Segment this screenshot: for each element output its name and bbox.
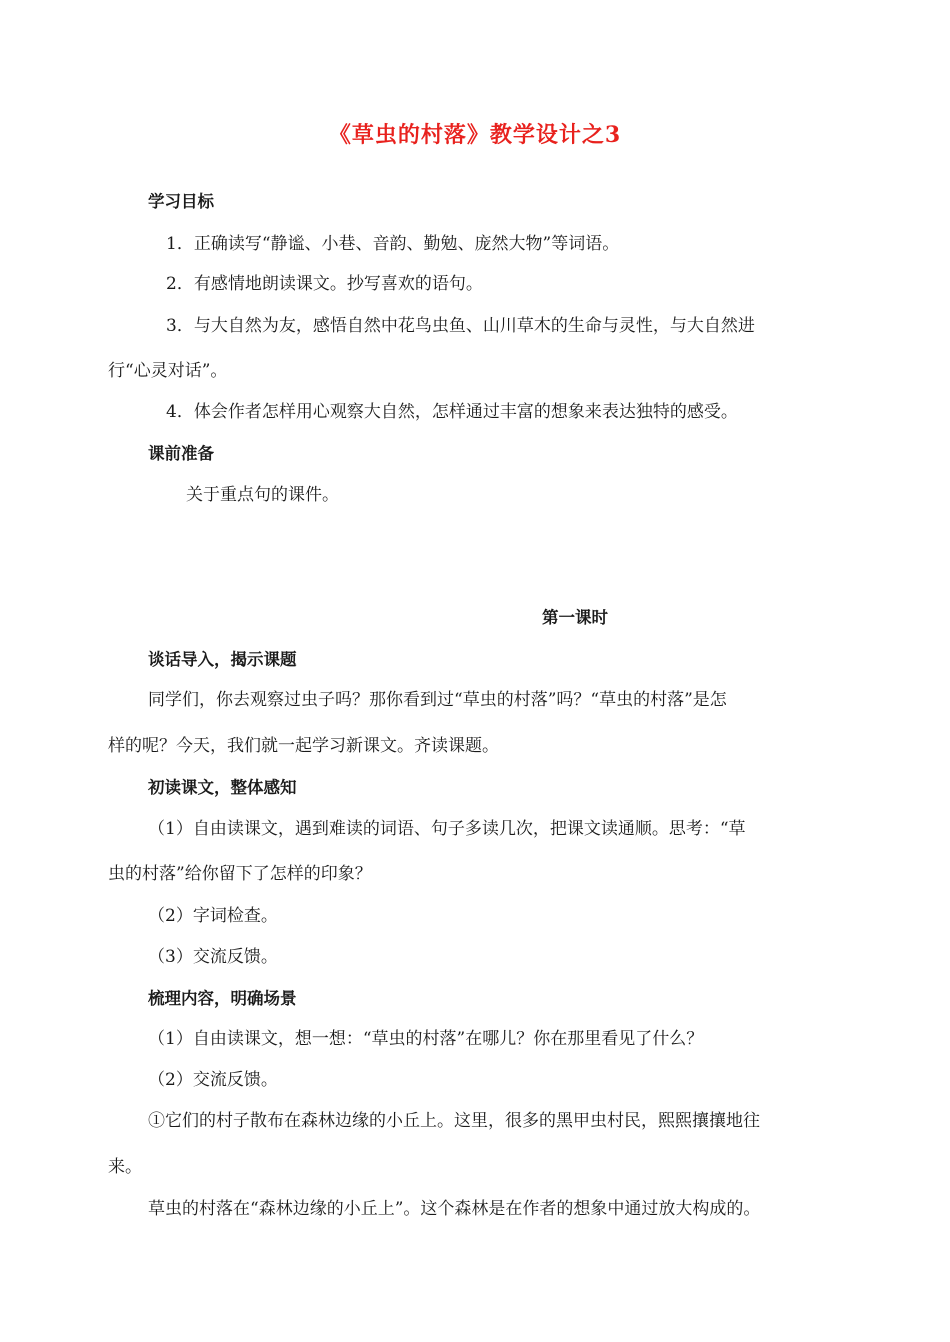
part-1-line-1: 同学们，你去观察过虫子吗？那你看到过“草虫的村落”吗？“草虫的村落”是怎 [148, 690, 727, 710]
prep-text: 关于重点句的课件。 [186, 485, 339, 505]
part-2-item-3: （3）交流反馈。 [148, 947, 278, 967]
part-3-item-1: （1）自由读课文，想一想：“草虫的村落”在哪儿？你在那里看见了什么？ [148, 1029, 704, 1049]
prep-heading: 课前准备 [148, 444, 214, 463]
part-1-heading: 谈话导入，揭示课题 [148, 650, 297, 669]
part-3-item-2: （2）交流反馈。 [148, 1070, 278, 1090]
goal-item-3-line-2: 行“心灵对话”。 [108, 361, 228, 381]
goal-item-1: 1．正确读写“静谧、小巷、音韵、勤勉、庞然大物”等词语。 [166, 234, 620, 254]
part-2-item-1-line-1: （1）自由读课文，遇到难读的词语、句子多读几次，把课文读通顺。思考：“草 [148, 819, 746, 839]
part-2-item-1-line-2: 虫的村落”给你留下了怎样的印象？ [108, 864, 372, 884]
goals-heading: 学习目标 [148, 192, 214, 211]
part-3-heading: 梳理内容，明确场景 [148, 989, 297, 1008]
part-3-quote-line-2: 来。 [108, 1157, 142, 1177]
goal-item-2: 2．有感情地朗读课文。抄写喜欢的语句。 [166, 274, 483, 294]
part-2-heading: 初读课文，整体感知 [148, 778, 297, 797]
document-title: 《草虫的村落》教学设计之3 [328, 122, 622, 148]
goal-item-4: 4．体会作者怎样用心观察大自然，怎样通过丰富的想象来表达独特的感受。 [166, 402, 738, 422]
part-3-quote-line-1: ①它们的村子散布在森林边缘的小丘上。这里，很多的黑甲虫村民，熙熙攘攘地往 [148, 1111, 760, 1131]
lesson-1-heading: 第一课时 [542, 608, 608, 627]
part-3-analysis: 草虫的村落在“森林边缘的小丘上”。这个森林是在作者的想象中通过放大构成的。 [148, 1199, 761, 1219]
goal-item-3-line-1: 3．与大自然为友，感悟自然中花鸟虫鱼、山川草木的生命与灵性，与大自然进 [166, 316, 755, 336]
part-2-item-2: （2）字词检查。 [148, 906, 278, 926]
part-1-line-2: 样的呢？今天，我们就一起学习新课文。齐读课题。 [108, 736, 499, 756]
